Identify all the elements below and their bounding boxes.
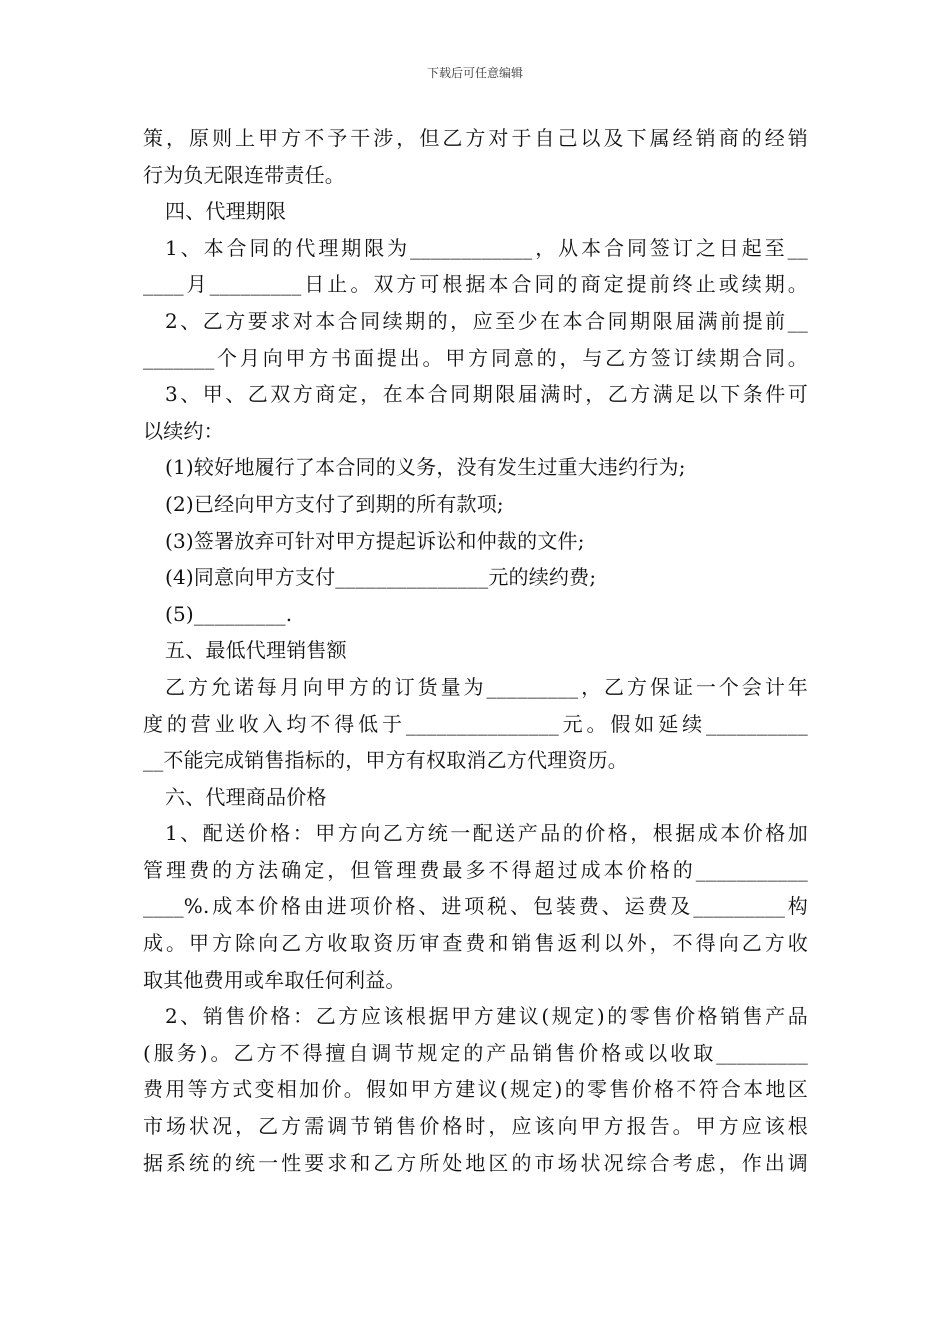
section-heading: 五、最低代理销售额 <box>165 638 347 663</box>
list-item: (3)签署放弃可针对甲方提起诉讼和仲裁的文件; <box>165 528 585 553</box>
text-line: 以续约： <box>143 418 224 443</box>
text-line: 管理费的方法确定，但管理费最多不得超过成本价格的___________ <box>143 857 808 882</box>
text-line: 行为负无限连带责任。 <box>143 162 345 187</box>
text-line: 3、甲、乙双方商定，在本合同期限届满时，乙方满足以下条件可 <box>165 382 808 407</box>
page-header: 下载后可任意编辑 <box>426 66 523 80</box>
text-line: 据系统的统一性要求和乙方所处地区的市场状况综合考虑，作出调 <box>143 1150 808 1175</box>
text-line: 市场状况，乙方需调节销售价格时，应该向甲方报告。甲方应该根 <box>143 1114 808 1139</box>
text-line: 成。甲方除向乙方收取资历审查费和销售返利以外，不得向乙方收 <box>143 931 808 956</box>
text-line: 2、乙方要求对本合同续期的，应至少在本合同期限届满前提前__ <box>165 308 808 333</box>
text-line: (服务)。乙方不得擅自调节规定的产品销售价格或以收取_________ <box>143 1040 808 1065</box>
text-line: 取其他费用或牟取任何利益。 <box>143 967 406 992</box>
text-line: _______个月向甲方书面提出。甲方同意的，与乙方签订续期合同。 <box>143 345 808 370</box>
text-line: 度的营业收入均不得低于_______________元。假如延续__________ <box>143 711 808 736</box>
list-item: (4)同意向甲方支付_______________元的续约费; <box>165 565 597 590</box>
text-line: 策，原则上甲方不予干涉，但乙方对于自己以及下属经销商的经销 <box>143 126 808 150</box>
list-item: (5)_________. <box>165 601 293 626</box>
text-line: ____%.成本价格由进项价格、进项税、包装费、运费及_________构 <box>143 894 808 919</box>
text-line: ____月_________日止。双方可根据本合同的商定提前终止或续期。 <box>143 272 808 297</box>
text-line: 1、配送价格：甲方向乙方统一配送产品的价格，根据成本价格加 <box>165 821 808 846</box>
list-item: (1)较好地履行了本合同的义务，没有发生过重大违约行为; <box>165 455 686 480</box>
section-heading: 四、代理期限 <box>165 199 287 224</box>
text-line: 费用等方式变相加价。假如甲方建议(规定)的零售价格不符合本地区 <box>143 1077 808 1102</box>
text-line: 2、销售价格：乙方应该根据甲方建议(规定)的零售价格销售产品 <box>165 1004 808 1029</box>
text-line: __不能完成销售指标的，甲方有权取消乙方代理资历。 <box>143 748 628 773</box>
text-line: 乙方允诺每月向甲方的订货量为_________，乙方保证一个会计年 <box>165 674 808 699</box>
section-heading: 六、代理商品价格 <box>165 784 327 809</box>
text-line: 1、本合同的代理期限为____________，从本合同签订之日起至__ <box>165 235 808 260</box>
document-body <box>143 120 808 1181</box>
list-item: (2)已经向甲方支付了到期的所有款项; <box>165 491 504 516</box>
